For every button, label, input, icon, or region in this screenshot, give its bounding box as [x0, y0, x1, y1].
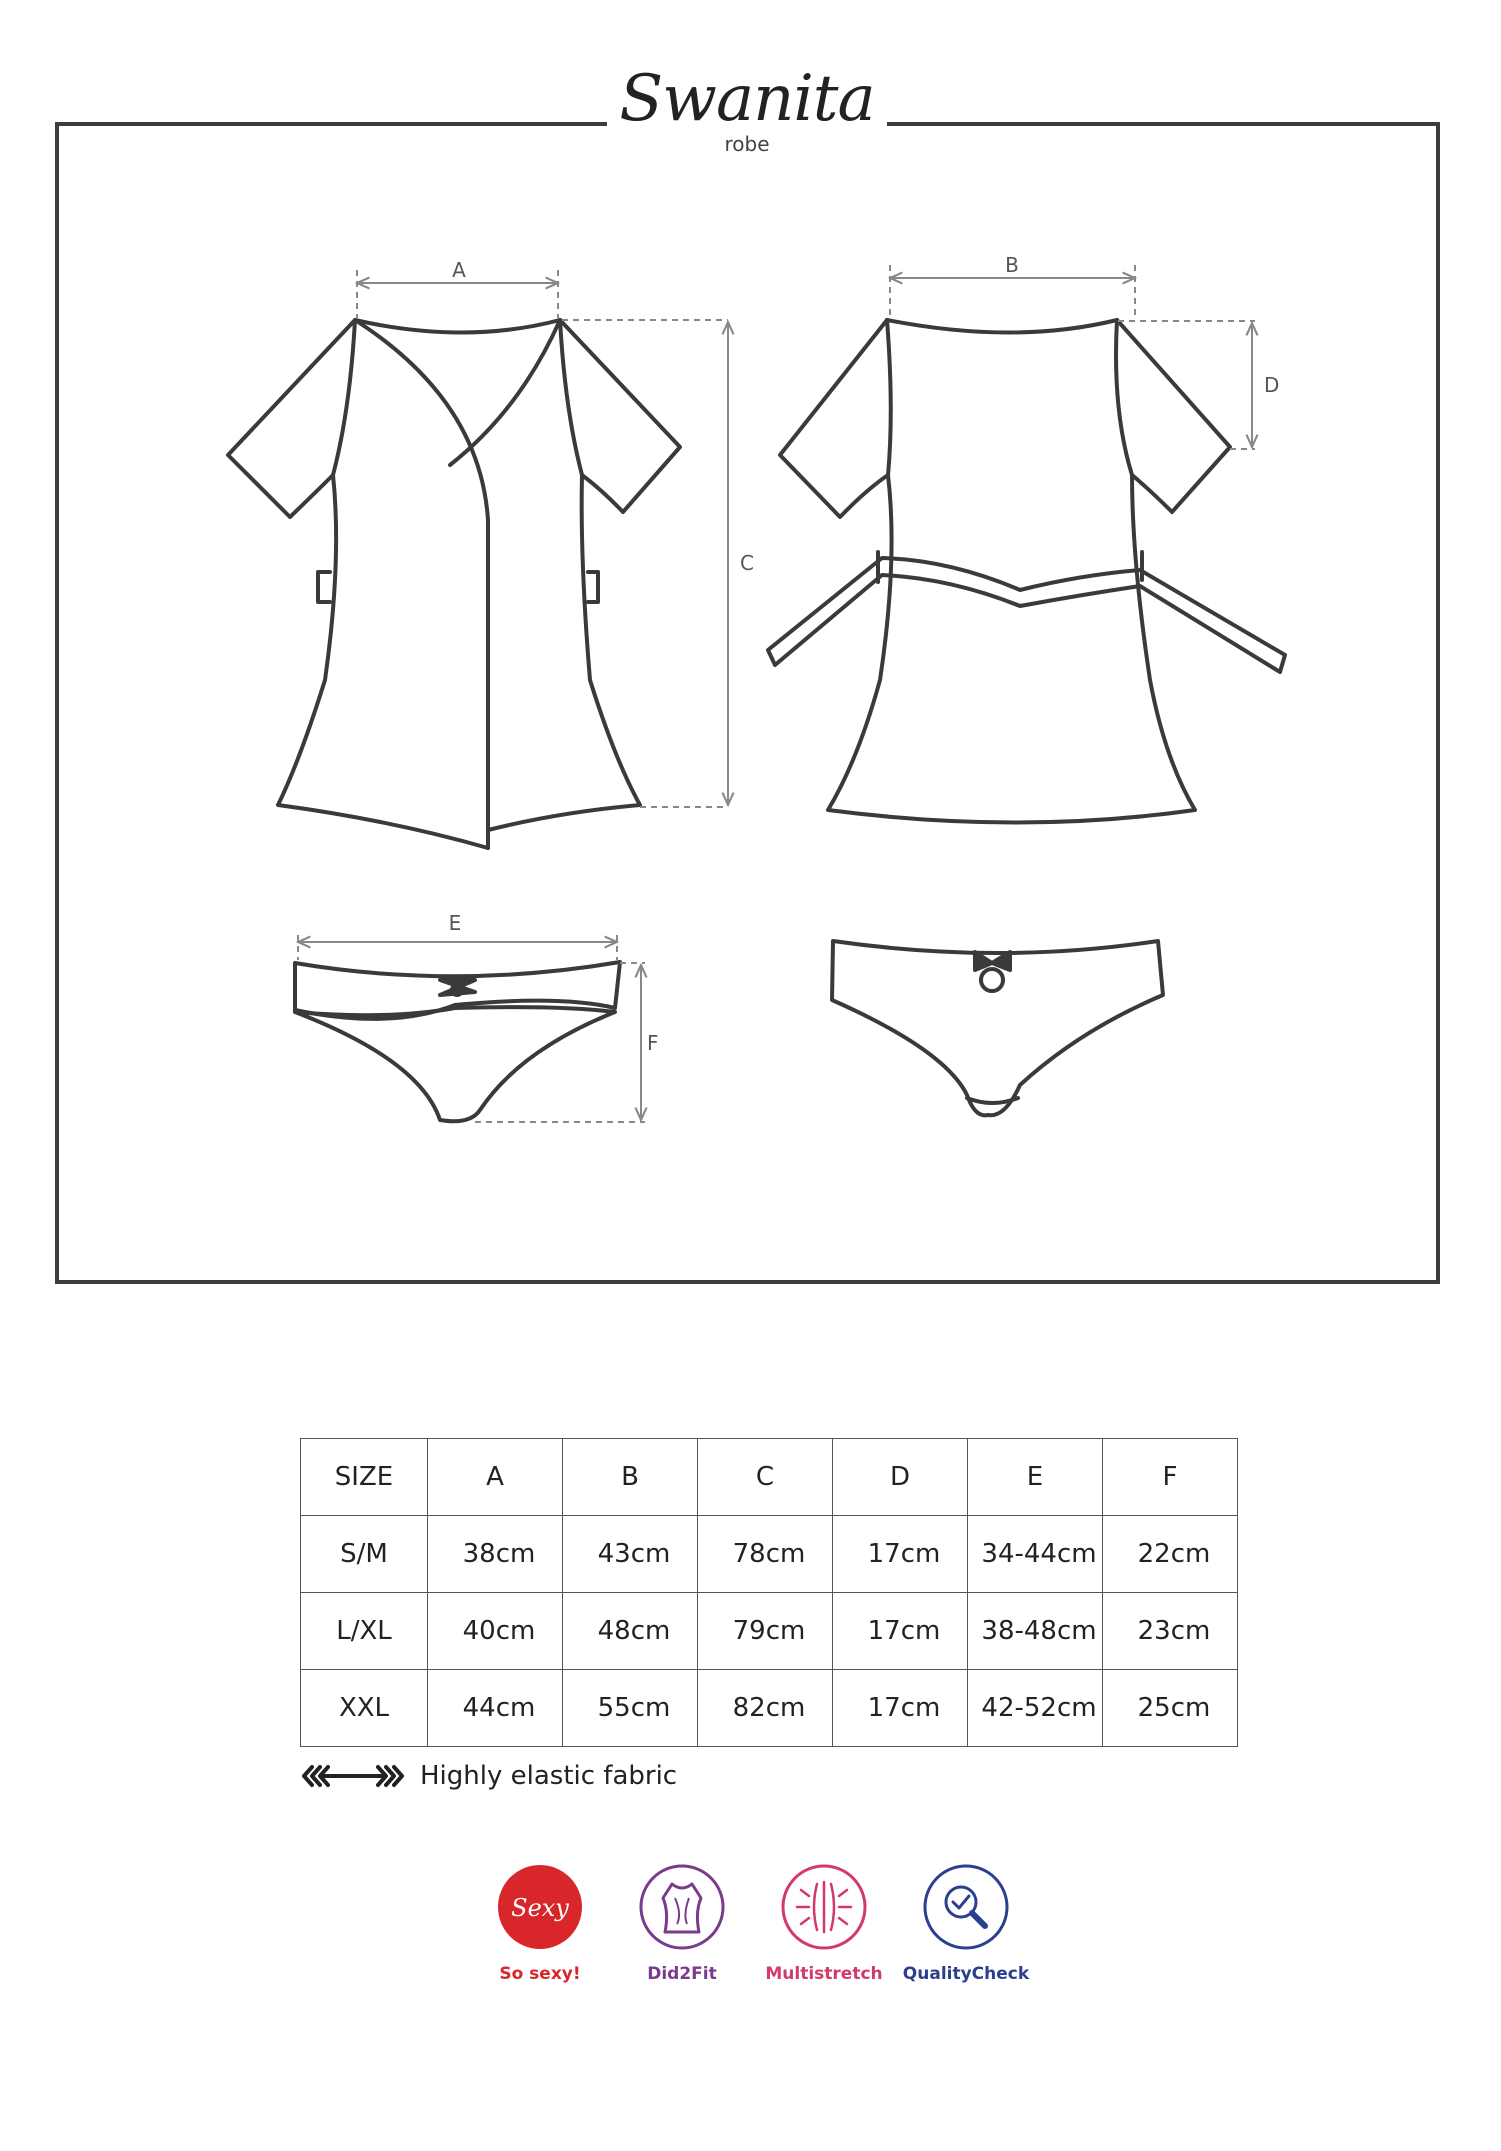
dimension-label-a: A: [452, 258, 466, 282]
multistretch-icon: [779, 1862, 869, 1952]
header-cell: A: [428, 1439, 563, 1516]
table-cell: 78cm: [698, 1516, 833, 1593]
feature-badges: [475, 1862, 1035, 1992]
table-cell: 22cm: [1103, 1516, 1238, 1593]
dimension-label-d: D: [1264, 373, 1280, 397]
table-cell: 48cm: [563, 1593, 698, 1670]
badge-did2fit: [617, 1862, 747, 1984]
robe-front-drawing: [228, 320, 680, 848]
table-cell: 43cm: [563, 1516, 698, 1593]
did2fit-icon: [637, 1862, 727, 1952]
table-cell: 40cm: [428, 1593, 563, 1670]
table-cell: 82cm: [698, 1670, 833, 1747]
table-cell: 17cm: [833, 1516, 968, 1593]
header-cell: D: [833, 1439, 968, 1516]
header-cell: SIZE: [301, 1439, 428, 1516]
header-cell: C: [698, 1439, 833, 1516]
table-cell: 38cm: [428, 1516, 563, 1593]
size-table-header: [301, 1439, 1238, 1516]
header-cell: F: [1103, 1439, 1238, 1516]
fabric-note: [300, 1756, 677, 1796]
size-cell: L/XL: [301, 1593, 428, 1670]
badge-multistretch: [759, 1862, 889, 1984]
dimension-label-b: B: [1005, 253, 1019, 277]
table-row: [301, 1670, 1238, 1747]
table-cell: 17cm: [833, 1593, 968, 1670]
header-cell: E: [968, 1439, 1103, 1516]
dimension-label-e: E: [448, 911, 462, 935]
size-table: [300, 1438, 1238, 1747]
fabric-note-text: Highly elastic fabric: [420, 1761, 678, 1791]
badge-so-sexy: [475, 1862, 605, 1984]
table-row: [301, 1593, 1238, 1670]
table-cell: 17cm: [833, 1670, 968, 1747]
quality-check-icon: [921, 1862, 1011, 1952]
dimension-label-c: C: [740, 551, 754, 575]
size-cell: XXL: [301, 1670, 428, 1747]
brand-subtitle: robe: [724, 132, 770, 156]
table-cell: 23cm: [1103, 1593, 1238, 1670]
size-cell: S/M: [301, 1516, 428, 1593]
table-cell: 44cm: [428, 1670, 563, 1747]
badge-label: QualityCheck: [902, 1964, 1030, 1984]
sexy-icon: [495, 1862, 585, 1952]
brand-name: Swanita: [619, 62, 875, 136]
table-cell: 34-44cm: [968, 1516, 1103, 1593]
table-row: [301, 1516, 1238, 1593]
badge-label: Did2Fit: [647, 1964, 717, 1984]
badge-label: Multistretch: [765, 1964, 883, 1984]
badge-label: So sexy!: [499, 1964, 581, 1984]
brief-back-drawing: [832, 941, 1163, 1115]
sexy-icon-text: Sexy: [511, 1894, 569, 1922]
table-cell: 42-52cm: [968, 1670, 1103, 1747]
table-cell: 55cm: [563, 1670, 698, 1747]
stretch-arrow-icon: [300, 1763, 406, 1789]
brief-front-drawing: [295, 962, 620, 1121]
header-cell: B: [563, 1439, 698, 1516]
dimension-label-f: F: [647, 1031, 659, 1055]
table-cell: 25cm: [1103, 1670, 1238, 1747]
robe-back-drawing: [768, 320, 1285, 823]
table-cell: 38-48cm: [968, 1593, 1103, 1670]
table-cell: 79cm: [698, 1593, 833, 1670]
badge-quality-check: [901, 1862, 1031, 1984]
